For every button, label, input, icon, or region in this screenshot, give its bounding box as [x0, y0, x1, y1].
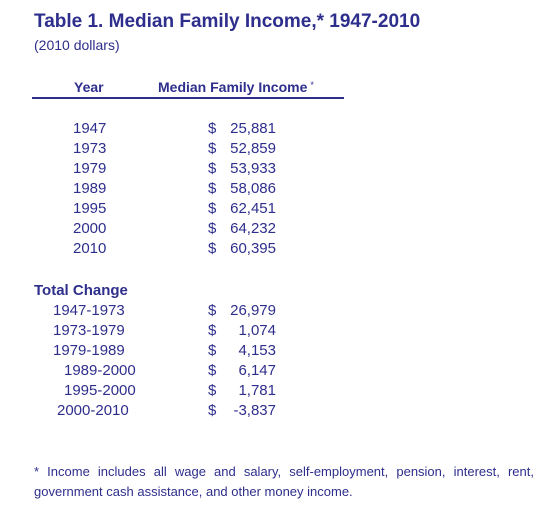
column-header-year: Year — [74, 79, 104, 95]
currency-symbol: $ — [208, 160, 217, 177]
table-row — [0, 341, 300, 361]
change-value: -3,837 — [233, 402, 276, 419]
period-cell: 1973-1979 — [53, 322, 125, 339]
year-cell: 1947 — [73, 120, 107, 137]
currency-symbol: $ — [208, 200, 217, 217]
period-cell: 1989-2000 — [64, 362, 136, 379]
period-cell: 1947-1973 — [53, 302, 125, 319]
column-header-income-label: Median Family Income — [158, 79, 308, 95]
income-value: 53,933 — [230, 160, 276, 177]
table-row — [0, 119, 300, 139]
income-value: 25,881 — [230, 120, 276, 137]
table-row — [0, 361, 300, 381]
currency-symbol: $ — [208, 362, 217, 379]
table-row — [0, 219, 300, 239]
period-cell: 2000-2010 — [57, 402, 129, 419]
period-cell: 1995-2000 — [64, 382, 136, 399]
table-row — [0, 301, 300, 321]
income-value: 58,086 — [230, 180, 276, 197]
footnote: * Income includes all wage and salary, self-employment, pension, interest, rent, government cash assistance, and other money income. — [34, 464, 534, 499]
table-title: Table 1. Median Family Income,* 1947-2010 — [34, 11, 421, 32]
total-change-heading: Total Change — [34, 282, 128, 299]
table-row — [0, 239, 300, 259]
table-subtitle: (2010 dollars) — [34, 37, 120, 53]
change-value: 1,074 — [238, 322, 276, 339]
year-cell: 2000 — [73, 220, 107, 237]
period-cell: 1979-1989 — [53, 342, 125, 359]
income-value: 52,859 — [230, 140, 276, 157]
table-row — [0, 321, 300, 341]
currency-symbol: $ — [208, 180, 217, 197]
table-row — [0, 179, 300, 199]
table-row — [0, 401, 300, 421]
currency-symbol: $ — [208, 220, 217, 237]
currency-symbol: $ — [208, 120, 217, 137]
table-row — [0, 159, 300, 179]
year-cell: 1979 — [73, 160, 107, 177]
change-value: 6,147 — [238, 362, 276, 379]
income-value: 64,232 — [230, 220, 276, 237]
footnote-marker: * — [310, 80, 314, 90]
year-cell: 1995 — [73, 200, 107, 217]
change-value: 26,979 — [230, 302, 276, 319]
currency-symbol: $ — [208, 402, 217, 419]
year-cell: 1973 — [73, 140, 107, 157]
currency-symbol: $ — [208, 140, 217, 157]
table-row — [0, 139, 300, 159]
currency-symbol: $ — [208, 302, 217, 319]
year-cell: 2010 — [73, 240, 107, 257]
currency-symbol: $ — [208, 322, 217, 339]
currency-symbol: $ — [208, 240, 217, 257]
change-value: 1,781 — [238, 382, 276, 399]
year-cell: 1989 — [73, 180, 107, 197]
header-divider — [32, 97, 344, 99]
income-value: 60,395 — [230, 240, 276, 257]
table-row — [0, 199, 300, 219]
income-value: 62,451 — [230, 200, 276, 217]
column-header-income — [158, 79, 314, 95]
currency-symbol: $ — [208, 382, 217, 399]
currency-symbol: $ — [208, 342, 217, 359]
change-value: 4,153 — [238, 342, 276, 359]
table-row — [0, 381, 300, 401]
